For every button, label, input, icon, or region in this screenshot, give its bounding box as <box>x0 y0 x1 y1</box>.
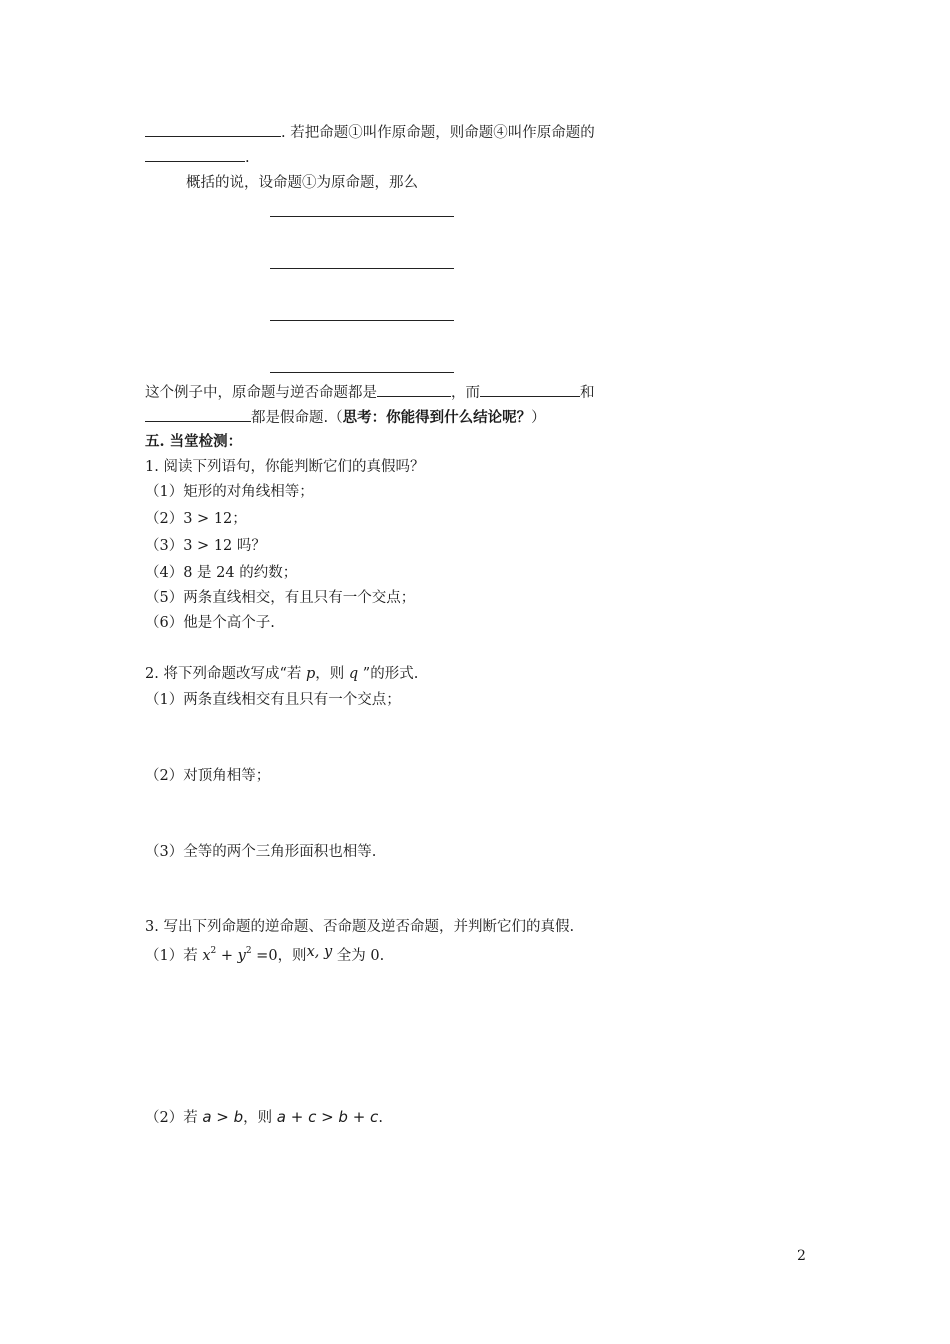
list-item: （4）8 是 24 的约数； <box>145 565 298 581</box>
section-heading: 五. 当堂检测： <box>145 433 243 450</box>
answer-line[interactable] <box>270 268 454 269</box>
answer-line[interactable] <box>270 216 454 217</box>
list-item: （5）两条直线相交，有且只有一个交点； <box>145 590 416 606</box>
example-line-2: 都是假命题.（思考：你能得到什么结论呢？） <box>145 407 546 428</box>
q3-item-2: （2）若 a > b，则 a + c > b + c. <box>145 1108 383 1126</box>
page-number: 2 <box>797 1248 806 1264</box>
answer-line[interactable] <box>270 320 454 321</box>
list-item: （3）3 > 12 吗？ <box>145 538 266 554</box>
intro-line-1 <box>145 122 595 143</box>
answer-blank[interactable] <box>480 382 580 397</box>
example-line-1: 这个例子中，原命题与逆否命题都是 ，而 和 <box>145 382 595 403</box>
answer-line[interactable] <box>270 372 454 373</box>
q3-item-1: （1）若 $x^2 + y^2 =0$，则x, y 全为 0. <box>145 944 385 964</box>
list-item: （3）全等的两个三角形面积也相等. <box>145 844 377 860</box>
answer-blank[interactable] <box>145 147 245 162</box>
answer-blank[interactable] <box>145 122 281 137</box>
intro-line-2: . <box>145 147 250 168</box>
q3-title: 3. 写出下列命题的逆命题、否命题及逆否命题，并判断它们的真假. <box>145 919 575 935</box>
summary-line: 概括的说，设命题①为原命题，那么 <box>186 175 418 191</box>
answer-blank[interactable] <box>145 407 251 422</box>
list-item: （1）矩形的对角线相等； <box>145 484 314 500</box>
think-prompt: 思考：你能得到什么结论呢？ <box>342 409 532 426</box>
answer-blank[interactable] <box>377 382 451 397</box>
q2-title: 2. 将下列命题改写成“若 p，则 q ”的形式. <box>145 666 419 682</box>
list-item: （6）他是个高个子. <box>145 615 275 631</box>
list-item: （2）对顶角相等； <box>145 768 271 784</box>
intro-line-1-text: . 若把命题①叫作原命题，则命题④叫作原命题的 <box>281 125 595 141</box>
list-item: （1）两条直线相交有且只有一个交点； <box>145 692 401 708</box>
q1-title: 1. 阅读下列语句，你能判断它们的真假吗？ <box>145 459 425 475</box>
list-item: （2）3 > 12； <box>145 511 247 527</box>
